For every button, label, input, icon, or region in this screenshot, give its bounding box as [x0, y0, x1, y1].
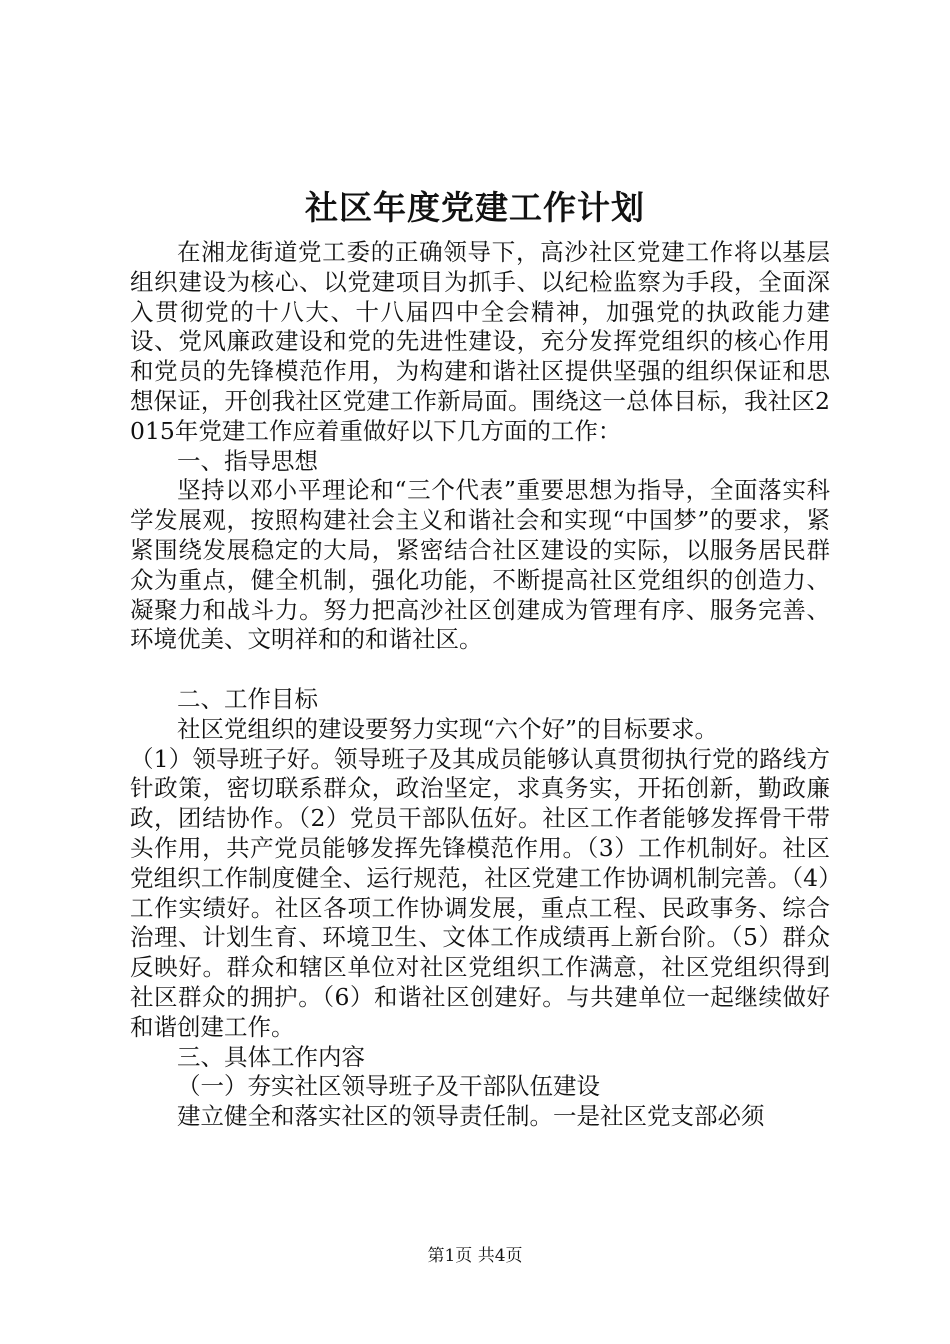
- section-heading-guiding-thought: 一、指导思想: [177, 446, 318, 475]
- guiding-thought-paragraph: 坚持以邓小平理论和“三个代表”重要思想为指导，全面落实科学发展观，按照构建社会主义和谐社会和实现“中国梦”的要求，紧紧围绕发展稳定的大局，紧密结合社区建设的实际，以服务居民群众为重点，健全机制，强化功能，不断提高社区党组织的创造力、凝聚力和战斗力。努力把高沙社区创建成为管理有序、服务完善、环境优美、文明祥和的和谐社区。: [130, 476, 830, 654]
- intro-paragraph: 在湘龙街道党工委的正确领导下，高沙社区党建工作将以基层组织建设为核心、以党建项目为抓手、以纪检监察为手段，全面深入贯彻党的十八大、十八届四中全会精神，加强党的执政能力建设、党风廉政建设和党的先进性建设，充分发挥党组织的核心作用和党员的先锋模范作用，为构建和谐社区提供坚强的组织保证和思想保证，开创我社区党建工作新局面。围绕这一总体目标，我社区2015年党建工作应着重做好以下几方面的工作：: [130, 238, 830, 445]
- work-goals-lead: 社区党组织的建设要努力实现“六个好”的目标要求。: [177, 714, 719, 743]
- section-heading-work-goals: 二、工作目标: [177, 684, 318, 713]
- work-content-paragraph: 建立健全和落实社区的领导责任制。一是社区党支部必须: [177, 1102, 765, 1131]
- document-title: 社区年度党建工作计划: [305, 188, 645, 227]
- work-goals-paragraph: （1）领导班子好。领导班子及其成员能够认真贯彻执行党的路线方针政策，密切联系群众，政治坚定，求真务实，开拓创新，勤政廉政，团结协作。（2）党员干部队伍好。社区工作者能够发挥骨干带头作用，共产党员能够发挥先锋模范作用。（3）工作机制好。社区党组织工作制度健全、运行规范，社区党建工作协调机制完善。（4）工作实绩好。社区各项工作协调发展，重点工程、民政事务、综合治理、计划生育、环境卫生、文体工作成绩再上新台阶。（5）群众反映好。群众和辖区单位对社区党组织工作满意，社区党组织得到社区群众的拥护。（6）和谐社区创建好。与共建单位一起继续做好和谐创建工作。: [130, 744, 830, 1041]
- page-footer: 第1页 共4页: [427, 1246, 523, 1266]
- section-heading-work-content: 三、具体工作内容: [177, 1042, 365, 1071]
- subsection-heading-leadership: （一）夯实社区领导班子及干部队伍建设: [177, 1072, 600, 1101]
- document-body: [130, 238, 830, 1132]
